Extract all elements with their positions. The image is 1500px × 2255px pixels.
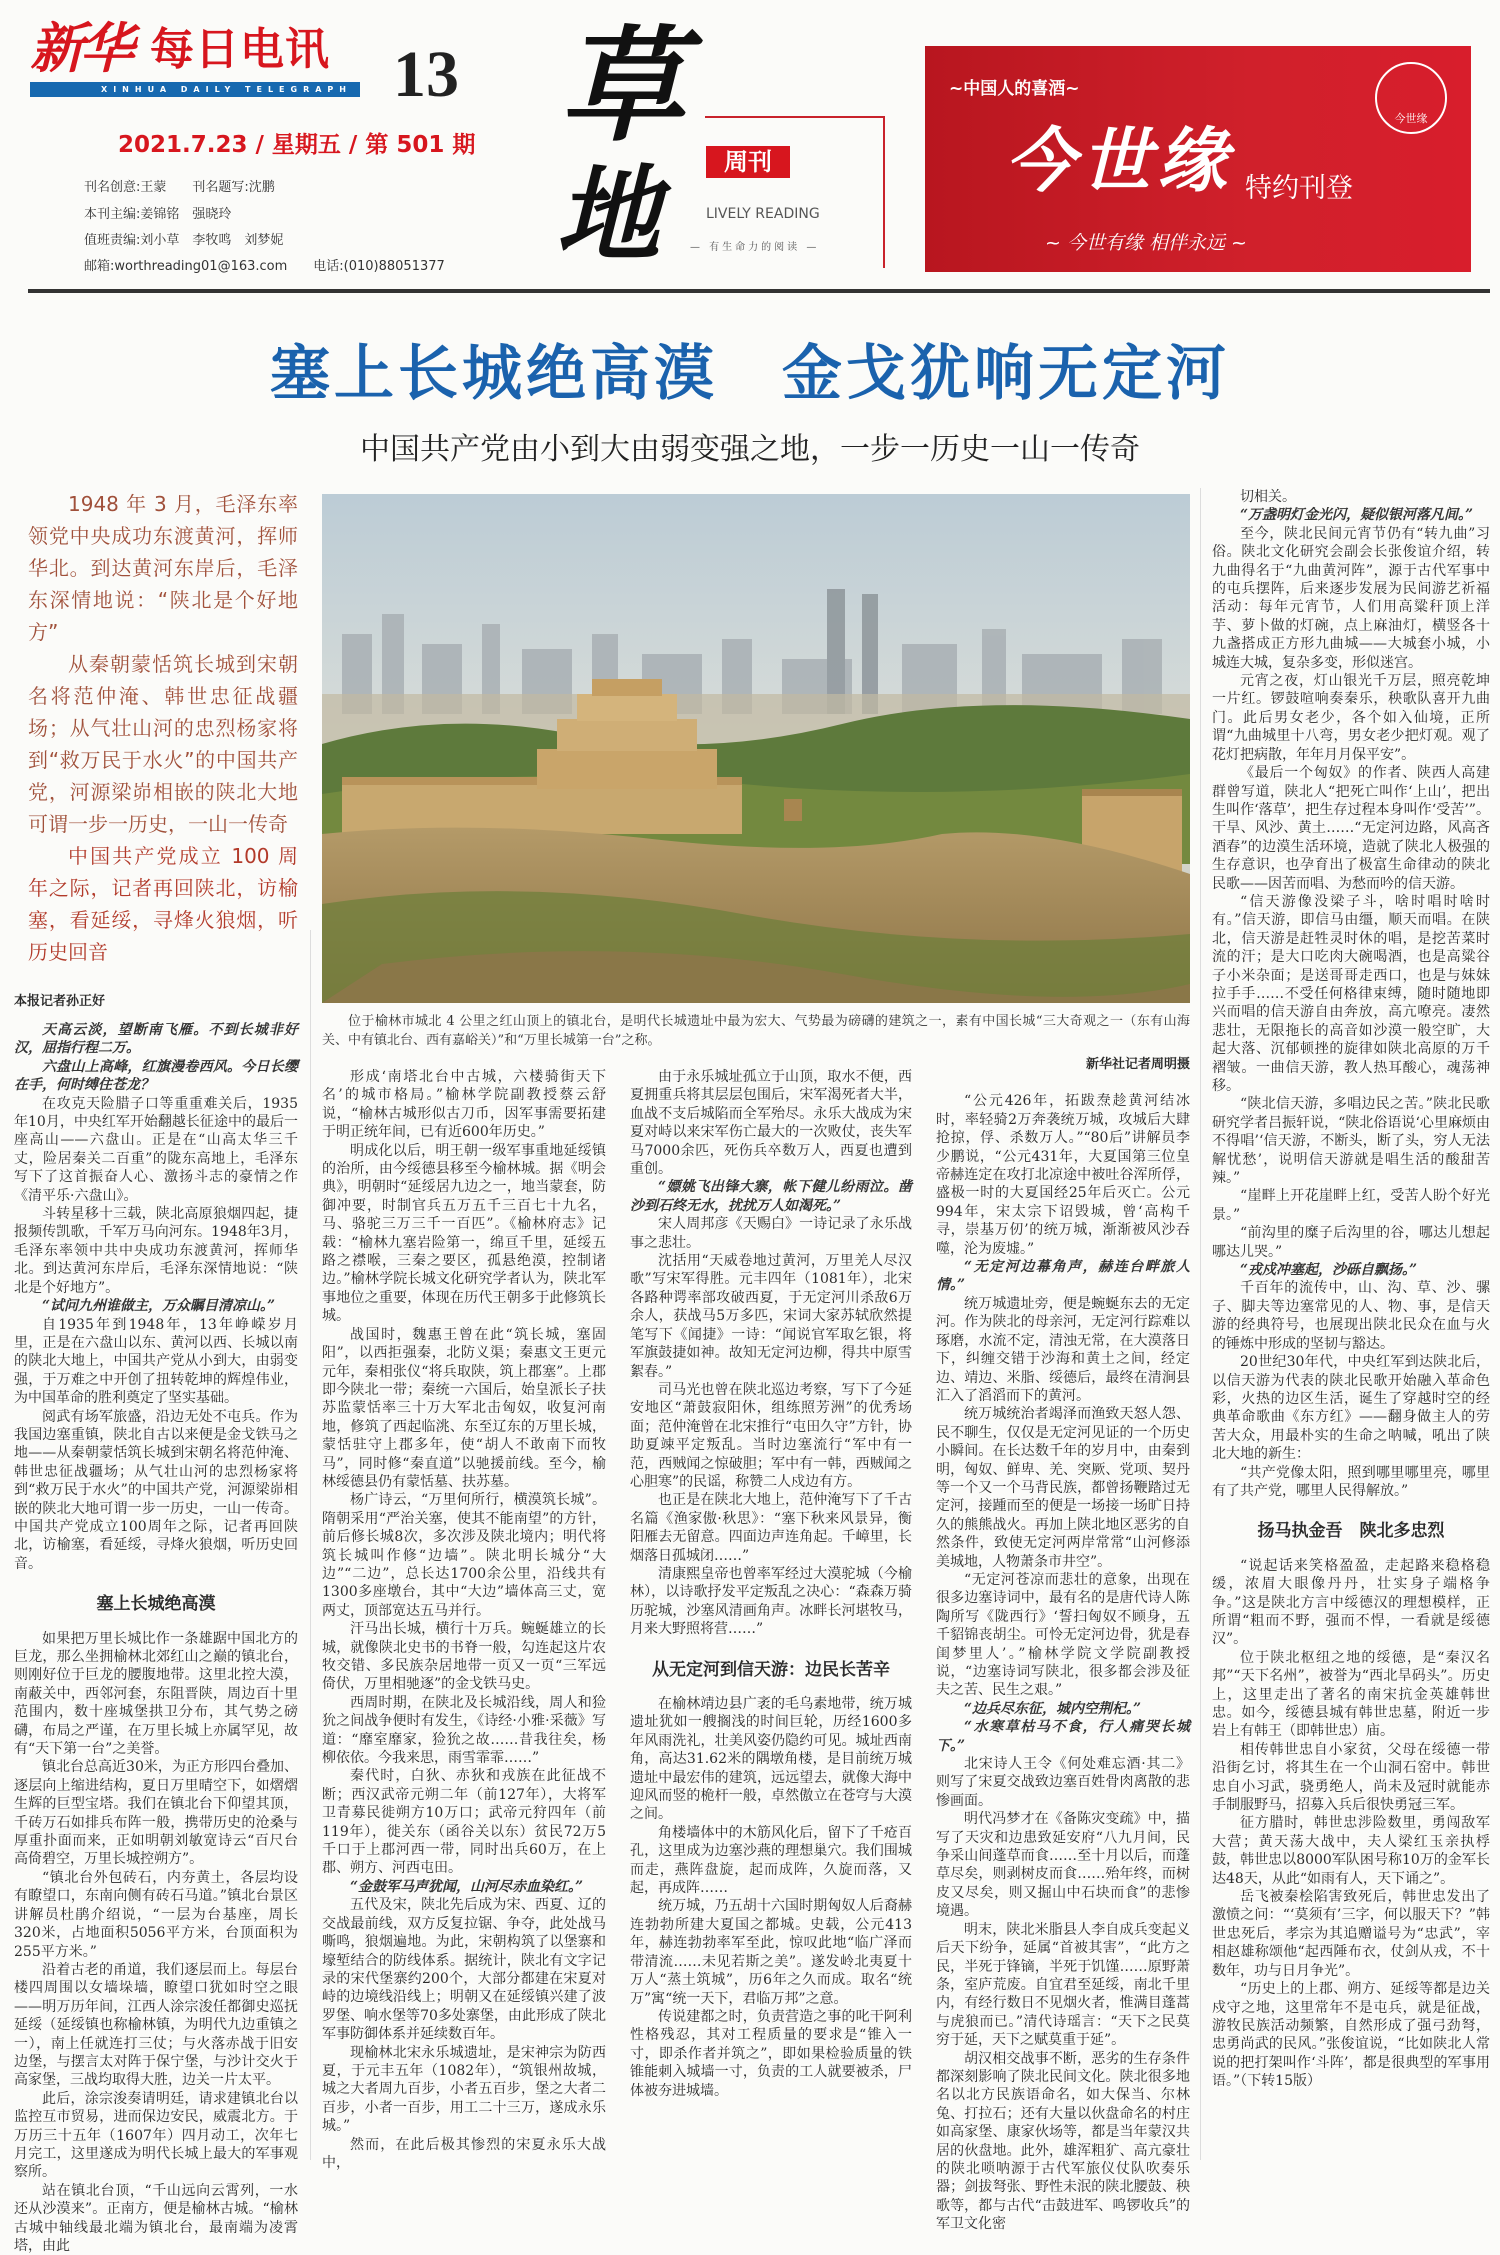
body-paragraph: 明成化以后，明王朝一级军事重地延绥镇的治所，由今绥德县移至今榆林城。据《明会典》，明朝时“延绥居九边之一，地当蒙套，防御冲要，时制官兵五万五千三百七十九名，马、骆驼三万三千一百匹”。《榆林府志》记载：“榆林九塞岩险第一，绵亘千里，延绥五路之襟喉，三秦之要区，孤悬绝漠，控制诸边。”榆林学院长城文化研究学者认为，陕北军事地位之重要，体现在历代王朝多于此修筑长城。 <box>322 1142 606 1325</box>
column-divider <box>310 930 311 2160</box>
issue-date: 2021.7.23 / 星期五 / 第 501 期 <box>118 132 476 158</box>
body-paragraph: 五代及宋，陕北先后成为宋、西夏、辽的交战最前线，双方反复拉锯、争夺，此处战马嘶鸣，狼烟遍地。为此，宋朝构筑了以堡寨和壕堑结合的防线体系。据统计，陕北有文字记录的宋代堡寨约200个，大部分都建在宋夏对峙的边境线沿线上；明朝又在延绥镇兴建了波罗堡、响水堡等70多处寨堡，由此形成了陕北军事防御体系并延续数百年。 <box>322 1897 606 2043</box>
body-paragraph: 由于永乐城址孤立于山顶，取水不便，西夏拥重兵将其层层包围后，宋军渴死者大半，血战不支后城陷而全军殆尽。永乐大战成为宋夏对峙以来宋军伤亡最大的一次败仗，丧失军马7000余匹，死伤兵卒数万人，西夏也遭到重创。 <box>630 1069 912 1178</box>
credit-line: 邮箱:worthreading01@163.com 电话:(010)88051377 <box>84 259 445 274</box>
section-calligraphy-cao: 草 <box>560 14 685 159</box>
body-paragraph: “共产党像太阳，照到哪里哪里亮，哪里有了共产党，哪里人民得解放。” <box>1212 1464 1490 1499</box>
masthead-logo-daily: 每日电讯 <box>150 24 330 75</box>
header-divider <box>28 289 1490 293</box>
body-paragraph: “说起话来笑格盈盈，走起路来稳格稳缓，浓眉大眼像丹丹，壮实身子端格争争。”这是陕北方言中绥德汉的理想模样，正所谓“粗而不野，强而不悍，一看就是绥德汉”。 <box>1212 1557 1490 1648</box>
credit-line: 本刊主编:姜锦铭 强晓玲 <box>84 207 232 222</box>
body-paragraph: “无定河苍凉而悲壮的意象，出现在很多边塞诗词中，最有名的是唐代诗人陈陶所写《陇西行》‘誓扫匈奴不顾身，五千貂锦丧胡尘。可怜无定河边骨，犹是春闺梦里人’。”榆林学院文学院副教授说，“边塞诗词写陕北，很多都会涉及征夫之苦、民生之艰。” <box>936 1571 1190 1699</box>
body-paragraph: 镇北台总高近30米，为正方形四台叠加、逐层向上缩进结构，夏日万里晴空下，如熠熠生辉的巨型宝塔。我们在镇北台下仰望其顶，千砖万石如排兵布阵一般，携带历史的沧桑与厚重扑面而来，正如明朝刘敏宽诗云“百尺台高倚碧空，万里长城控朔方”。 <box>14 1759 298 1868</box>
intro-paragraph: 从秦朝蒙恬筑长城到宋朝名将范仲淹、韩世忠征战疆场；从气壮山河的忠烈杨家将到“救万民于水火”的中国共产党，河源梁峁相嵌的陕北大地可谓一步一历史，一山一传奇 <box>28 652 298 836</box>
article-headline: 塞上长城绝高漠 金戈犹响无定河 <box>270 339 1230 409</box>
photo-credit: 新华社记者周明摄 <box>1085 1057 1190 1072</box>
body-paragraph: 此后，涂宗浚奏请明廷，请求建镇北台以监控互市贸易，进而保边安民，威震北方。于万历三十五年（1607年）四月动工，次年七月完工，这里遂成为明代长城上最大的军事观察所。 <box>14 2090 298 2181</box>
sponsor-ad-banner[interactable] <box>925 46 1471 272</box>
body-paragraph: 胡汉相交战事不断，恶劣的生存条件都深刻影响了陕北民间文化。陕北很多地名以北方民族语命名，如大保当、尔林兔、打拉石；还有大量以伙盘命名的村庄如高家堡、康家伙场等，都是当年蒙汉共居的伙盘地。此外，雄浑粗犷、高亢豪壮的陕北唢呐源于古代军旅仪仗队吹奏乐器；剑拔弩张、野性未泯的陕北腰鼓、秧歌等，都与古代“击鼓进军、鸣锣收兵”的军卫文化密 <box>936 2050 1190 2233</box>
quoted-verse: “戎戍冲塞起，沙砾自飘扬。” <box>1240 1262 1418 1279</box>
body-paragraph: “公元426年，拓跋焘趁黄河结冰时，率轻骑2万奔袭统万城，攻城后大肆抢掠，俘、杀数万人。”“80后”讲解员李少鹏说，“公元431年，大夏国第三位皇帝赫连定在攻打北凉途中被吐谷浑所俘，盛极一时的大夏国经25年后灭亡。公元994年，宋太宗下诏毁城，曾‘高构千寻，崇基万仞’的统万城，渐渐被风沙吞噬，沦为废墟。” <box>936 1093 1190 1257</box>
body-paragraph: 形成‘南塔北台中古城，六楼骑街天下名’的城市格局。”榆林学院副教授蔡云舒说，“榆林古城形似古刀币，因军事需要拓建于明正统年间，已有近600年历史。” <box>322 1069 606 1141</box>
body-paragraph: 切相关。 <box>1240 489 1296 505</box>
body-paragraph: “崖畔上开花崖畔上红，受苦人盼个好光景。” <box>1212 1188 1490 1223</box>
ad-slogan: ~ 今世有缘 相伴永远 ~ <box>1045 232 1247 254</box>
body-paragraph: 阅武有场军旅盛，沿边无处不屯兵。作为我国边塞重镇，陕北自古以来便是金戈铁马之地——从秦朝蒙恬筑长城到宋朝名将范仲淹、韩世忠征战疆场；从气壮山河的忠烈杨家将到“救万民于水火”的中国共产党，河源梁峁相嵌的陕北大地可谓一步一历史，一山一传奇。中国共产党成立100周年之际，记者再回陕北，访榆塞，看延绥，寻烽火狼烟，听历史回音。 <box>14 1408 298 1572</box>
body-paragraph: “历史上的上郡、朔方、延绥等都是边关戍守之地，这里常年不是屯兵，就是征战，游牧民族活动频繁，自然形成了强弓劲弩，忠勇尚武的民风。”张俊谊说，“比如陕北人常说的把打架叫作‘斗阵’，都是很典型的军事用语。”（下转15版） <box>1212 1981 1490 2090</box>
body-paragraph: 沿着古老的甬道，我们逐层而上。每层台楼四周围以女墙垛墙，瞭望口犹如时空之眼——明万历年间，江西人涂宗浚任都御史巡抚延绥（延绥镇也称榆林镇，为明代九边重镇之一），南上任就连打三仗；与火落赤战于旧安边堡，与摆言太对阵于保宁堡，与沙计交火于高家堡，三战均取得大胜，边关一片太平。 <box>14 1961 298 2089</box>
body-paragraph: 宋人周邦彦《天赐白》一诗记录了永乐战事之悲壮。 <box>630 1216 912 1251</box>
masthead-logo-english: XINHUA DAILY TELEGRAPH <box>30 82 360 97</box>
body-paragraph: 角楼墙体中的木筋风化后，留下了千疮百孔，这里成为边塞沙燕的理想巢穴。我们围城而走，燕阵盘旋，起而成阵，久旋而落，又起，再成阵…… <box>630 1824 912 1897</box>
ad-top-text: ~中国人的喜酒~ <box>949 79 1080 99</box>
article-subtitle: 中国共产党由小到大由弱变强之地，一步一历史一山一传奇 <box>360 432 1140 467</box>
photo-caption: 位于榆林市城北 4 公里之红山顶上的镇北台，是明代长城遗址中最为宏大、气势最为磅礴的建筑之一，素有中国长城“三大奇观之一（东有山海关、中有镇北台、西有嘉峪关）”和“万里长城第一台”之称。 <box>322 1014 1190 1048</box>
masthead-logo-xinhua: 新华 <box>30 16 130 80</box>
body-paragraph: 秦代时，白狄、赤狄和戎族在此征战不断；西汉武帝元朔二年（前127年），大将军卫青募民徙朔方10万口；武帝元狩四年（前119年），徙关东（函谷关以东）贫民72万5千口于上郡河西一带，同时出兵60万，在上郡、朔方、河西屯田。 <box>322 1768 606 1877</box>
body-paragraph: 统万城遗址旁，便是蜿蜒东去的无定河。作为陕北的母亲河，无定河行踪难以琢磨，水流不定，清浊无常，在大漠落日下，纠缠交错于沙海和黄土之间，经定边、靖边、米脂、绥德后，最终在清涧县汇入了滔滔而下的黄河。 <box>936 1295 1190 1404</box>
quoted-verse: “边兵尽东征，城内空荆杞。” <box>964 1700 1142 1717</box>
body-paragraph: 站在镇北台顶，“千山远向云霄列，一水还从沙漠来”。正南方，便是榆林古城。“榆林古城中轴线最北端为镇北台，最南端为凌霄塔，由此 <box>14 2182 298 2254</box>
credit-line: 值班责编:刘小草 李牧鸣 刘梦妮 <box>84 233 284 248</box>
article-column-left <box>14 1021 298 2254</box>
quoted-verse: “嫖姚飞出锋大寨，帐下健儿纷雨泣。凿沙到石终无水，扰扰万人如渴死。” <box>630 1179 912 1214</box>
body-paragraph: 明代冯梦才在《备陈灾变疏》中，描写了天灾和边患致延安府“八九月间，民争采山间蓬草而食……至十月以后，而蓬草尽矣，则剥树皮而食……殆年终，而树皮又尽矣，则又掘山中石块而食”的悲惨境遇。 <box>936 1811 1190 1920</box>
ad-special-text: 特约刊登 <box>1245 173 1353 204</box>
body-paragraph: 《最后一个匈奴》的作者、陕西人高建群曾写道，陕北人“把死亡叫作‘上山’，把出生叫作‘落草’，把生存过程本身叫作‘受苦’”。干旱、风沙、黄土……“无定河边路，风高吝酒春”的边漠生活环境，造就了陕北人极强的生存意识，也孕育出了极富生命律动的陕北民歌——因苦而唱、为愁而吟的信天游。 <box>1212 765 1490 892</box>
weekly-tagline: — 有生命力的阅读 — <box>690 242 820 253</box>
credit-line: 刊名创意:王蒙 刊名题写:沈鹏 <box>84 180 275 195</box>
body-paragraph: 统万城统治者竭泽而渔致天怒人怨、民不聊生，仅仅是无定河见证的一个历史小瞬间。在长达数千年的岁月中，由秦到明，匈奴、鲜卑、羌、突厥、党项、契丹等一个又一个马背民族，都曾扬鞭踏过无定河，接踵而至的便是一场接一场旷日持久的熊熊战火。再加上陕北地区恶劣的自然条件，致使无定河两岸常常“山河修添美城地，人物萧条市井空”。 <box>936 1406 1190 1570</box>
byline: 本报记者孙正好 <box>14 994 106 1009</box>
weekly-badge: 周刊 <box>706 146 790 178</box>
article-column-1 <box>322 1068 606 2171</box>
section-calligraphy-di: 地 <box>556 153 661 276</box>
body-paragraph: 征方腊时，韩世忠涉险数里，勇闯敌军大营；黄天荡大战中，夫人梁红玉亲执桴鼓，韩世忠以8000军队困号称10万的金军长达48天，从此“如雨有人，天下诵之”。 <box>1212 1815 1490 1887</box>
body-paragraph: 司马光也曾在陕北巡边考察，写下了今延安地区“萧鼓寂阳休，组练照芳洲”的优秀场面；范仲淹曾在北宋推行“屯田久守”方针，协助夏竦平定叛乱。当时边塞流行“军中有一范，西贼闻之惊破胆；军中有一韩，西贼闻之心胆寒”的民谣，称赞二人戍边有方。 <box>630 1381 912 1490</box>
body-paragraph: 清康熙皇帝也曾率军经过大漠驼城（今榆林），以诗歌抒发平定叛乱之决心：“森森万骑历驼城，沙塞风清画角声。冰畔长河堪牧马，月来大野照将营……” <box>630 1565 912 1638</box>
quoted-verse: “无定河边幕角声，赫连台畔旅人情。” <box>936 1259 1190 1294</box>
weekly-english-title: LIVELY READING <box>706 206 820 222</box>
section-subheading: 扬马执金吾 陕北多忠烈 <box>1257 1521 1445 1542</box>
body-paragraph: 如果把万里长城比作一条雄踞中国北方的巨龙，那么坐拥榆林北郊红山之巅的镇北台，则刚好位于巨龙的腰腹地带。这里北控大漠，南蔽关中，西邻河套，东阻晋陕，周边百十里范围内，数十座城堡拱卫分布，其气势之磅礴，布局之严谨，在万里长城上亦属罕见，故有“天下第一台”之美誉。 <box>14 1630 298 1758</box>
body-paragraph: 西周时期，在陕北及长城沿线，周人和猃狁之间战争便时有发生，《诗经·小雅·采薇》写道：“靡室靡家，猃狁之故……昔我往矣，杨柳依依。今我来思，雨雪霏霏……” <box>322 1694 606 1767</box>
body-paragraph: 在攻克天险腊子口等重重难关后，1935年10月，中央红军开始翻越长征途中的最后一座高山——六盘山。正是在“山高太华三千丈，险居秦关二百重”的陇东高地上，毛泽东写下了这首振奋人心、激扬斗志的豪情之作《清平乐·六盘山》。 <box>14 1095 298 1204</box>
body-paragraph: 明末，陕北米脂县人李自成兵变起义后天下纷争，延属“首被其害”，“此方之民，半死于锋镝，半死于饥馑……原野萧条，室庐荒废。自宜君至延绥，南北千里内，有经行数日不见烟火者，惟满目蓬蒿与虎狼而已。”清代诗瑶言：“天下之民莫穷于延，天下之赋莫重于延”。 <box>936 1921 1190 2049</box>
article-intro <box>28 488 298 968</box>
ad-brand: 今世缘 <box>1005 119 1233 202</box>
body-paragraph: 自1935年到1948年，13年峥嵘岁月里，正是在六盘山以东、黄河以西、长城以南的陕北大地上，中国共产党从小到大，由弱变强，于万难之中开创了扭转乾坤的辉煌伟业，为中国革命的胜利奠定了坚实基础。 <box>14 1316 298 1407</box>
left-article-stack <box>14 488 298 2254</box>
quoted-verse: “水寒草枯马不食，行人痛哭长城下。” <box>936 1719 1190 1754</box>
article-column-3 <box>936 1056 1190 2233</box>
body-paragraph: 在榆林靖边县广袤的毛乌素地带，统万城遗址犹如一艘搁浅的时间巨轮，历经1600多年风雨洗礼，壮美风姿仍隐约可见。城址西南角，高达31.62米的隅墩角楼，是目前统万城遗址中最宏伟的建筑，远远望去，就像大海中迎风而竖的桅杆一般，卓然傲立在苍穹与大漠之间。 <box>630 1696 912 1823</box>
body-paragraph: 至今，陕北民间元宵节仍有“转九曲”习俗。陕北文化研究会副会长张俊谊介绍，转九曲得名于“九曲黄河阵”，源于古代军事中的屯兵摆阵，后来逐步发展为民间游艺祈福活动：每年元宵节，人们用高粱秆顶上洋芋、萝卜做的灯碗，点上麻油灯，横竖各十九盏搭成正方形九曲城——大城套小城，小城连大城，复杂多变，形似迷宫。 <box>1212 525 1490 671</box>
quoted-verse: “金鼓军马声犹闻，山河尽赤血染红。” <box>350 1878 584 1895</box>
body-paragraph: 斗转星移十三载，陕北高原狼烟四起，捷报频传凯歌，千军万马向河东。1948年3月，毛泽东率领中共中央成功东渡黄河，挥师华北。到达黄河东岸后，毛泽东深情地说：“陕北是个好地方”。 <box>14 1206 298 1296</box>
body-paragraph: 位于陕北枢纽之地的绥德，是“秦汉名邦”“天下名州”，被誉为“西北旱码头”。历史上，这里走出了著名的南宋抗金英雄韩世忠。如今，绥德县城有韩世忠墓，附近一步岩上有韩王（即韩世忠）庙。 <box>1212 1649 1490 1740</box>
quoted-verse: “万盏明灯金光闪，疑似银河落凡间。” <box>1240 507 1474 524</box>
body-paragraph: “前沟里的糜子后沟里的谷，哪达儿想起哪达儿哭。” <box>1212 1225 1490 1260</box>
body-paragraph: 元宵之夜，灯山银光千万层，照亮乾坤一片红。锣鼓喧响奏秦乐，秧歌队喜开九曲门。此后男女老少，各个如入仙境，正所谓“九曲城里十八弯，男女老少把灯观。观了花灯把病散，年年月月保平安”。 <box>1212 673 1490 763</box>
body-paragraph: 沈括用“天威卷地过黄河，万里羌人尽汉歌”写宋军得胜。元丰四年（1081年），北宋各路种谔率部攻破西夏，于无定河川杀敌6万余人，获战马5万多匹，宋词大家苏轼欣然提笔写下《闻捷》一诗：“闻说官军取乞银，将军旗鼓捷如神。故知无定河边柳，得共中原雪絮春。” <box>630 1253 912 1380</box>
body-paragraph: 统万城，乃五胡十六国时期匈奴人后裔赫连勃勃所建大夏国之都城。史载，公元413年，赫连勃勃率军至此，惊叹此地“临广泽而带清流……未见若斯之美”。遂发岭北夷夏十万人“蒸土筑城”，历6年之久而成。取名“统万”寓“统一天下，君临万邦”之意。 <box>630 1898 912 2007</box>
intro-paragraph: 1948 年 3 月，毛泽东率领党中央成功东渡黄河，挥师华北。到达黄河东岸后，毛泽东深情地说：“陕北是个好地方” <box>28 492 298 644</box>
column-divider <box>1200 488 1201 2160</box>
article-column-2 <box>630 1068 912 2160</box>
body-paragraph: “信天游像没梁子斗，啥时唱时啥时有。”信天游，即信马由缰，顺天而唱。在陕北，信天游是赶牲灵时休的唱，是挖苦菜时流的汗；是大口吃肉大碗喝酒，也是高粱谷子小米杂面；是送哥哥走西口，也是与妹妹拉手手……不受任何格律束缚，随时随地即兴而唱的信天游自由奔放，高亢嘹亮。凄然悲壮，无限拖长的高音如沙漠一般空旷，大起大落、沉郁顿挫的旋律如陕北高原的万千褶皱。一曲信天游，教人热耳酸心，魂荡神移。 <box>1212 893 1490 1094</box>
photo-zhenbeitai <box>322 494 1190 1003</box>
body-paragraph: “陕北信天游，多唱边民之苦。”陕北民歌研究学者吕振轩说，“陕北俗语说‘心里麻烦由不得唱’‘信天游，不断头，断了头，穷人无法解忧愁’，说明信天游就是唱生活的酸甜苦辣。” <box>1212 1096 1490 1187</box>
body-paragraph: 20世纪30年代，中央红军到达陕北后，以信天游为代表的陕北民歌开始融入革命色彩，火热的边区生活，诞生了穿越时空的经典革命歌曲《东方红》——翻身做主人的劳苦大众，用最朴实的生命之呐喊，吼出了陕北大地的新生： <box>1212 1354 1490 1463</box>
body-paragraph: 汗马出长城，横行十万兵。蜿蜒雄立的长城，就像陕北史书的书脊一般，勾连起这片农牧交错、多民族杂居地带一页又一页“三军远倚伏，万里相驰逐”的金戈铁马史。 <box>322 1621 606 1693</box>
section-subheading: 塞上长城绝高漠 <box>96 1594 216 1615</box>
quoted-verse: “试问九州谁做主，万众瞩目清凉山。” <box>42 1298 276 1315</box>
quoted-verse: 六盘山上高峰，红旗漫卷西风。今日长缨在手，何时缚住苍龙？ <box>14 1058 298 1094</box>
brand-logo-icon: 今世缘 <box>1375 62 1447 134</box>
body-paragraph: 也正是在陕北大地上，范仲淹写下了千古名篇《渔家傲·秋思》：“塞下秋来风景异，衡阳雁去无留意。四面边声连角起。千嶂里，长烟落日孤城闭……” <box>630 1492 912 1564</box>
page-number: 13 <box>393 38 459 111</box>
body-paragraph: 传说建都之时，负责营造之事的叱干阿利性格残忍，其对工程质量的要求是“锥入一寸，即杀作者并筑之”，即如果检验质量的铁锥能刺入城墙一寸，负责的工人就要被杀，尸体被夯进城墙。 <box>630 2008 912 2099</box>
body-paragraph: 千百年的流传中，山、沟、草、沙、骡子、脚夫等边塞常见的人、物、事，是信天游的经典符号，也展现出陕北民众在血与火的锤炼中形成的坚韧与豁达。 <box>1212 1280 1490 1352</box>
body-paragraph: 现榆林北宋永乐城遗址，是宋神宗为防西夏，于元丰五年（1082年），“筑银州故城，城之大者周九百步，小者五百步，堡之大者二百步，小者一百步，用工二十三万，遂成永乐城。” <box>322 2044 606 2135</box>
body-paragraph: 相传韩世忠自小家贫，父母在绥德一带沿街乞讨，将其生在一个山洞石窑中。韩世忠自小习武，骁勇绝人，尚未及冠时就能赤手制服野马，招募入兵后很快勇冠三军。 <box>1212 1741 1490 1814</box>
body-paragraph: 战国时，魏惠王曾在此“筑长城，塞固阳”，以西拒强秦，北防义渠；秦惠文王更元元年，秦相张仪“将兵取陕，筑上郡塞”。上郡即今陕北一带；秦统一六国后，始皇派长子扶苏监蒙恬率三十万大军北击匈奴，收复河南地，修筑了西起临洮、东至辽东的万里长城，蒙恬驻守上郡多年，使“胡人不敢南下而牧马”，同时修“秦直道”以驰援前线。至今，榆林绥德县仍有蒙恬墓、扶苏墓。 <box>322 1326 606 1490</box>
body-paragraph: 岳飞被秦桧陷害致死后，韩世忠发出了激愤之问：“‘莫须有’三字，何以服天下？”韩世忠死后，孝宗为其追赠谥号为“忠武”，宰相赵雄称颂他“起西陲布衣，仗剑从戎，不十数年，功与日月争光”。 <box>1212 1889 1490 1979</box>
quoted-verse: 天高云淡，望断南飞雁。不到长城非好汉，屈指行程二万。 <box>14 1022 298 1057</box>
article-column-right <box>1212 488 1490 2160</box>
body-paragraph: “镇北台外包砖石，内夯黄土，各层均设有瞭望口，东南向侧有砖石马道。”镇北台景区讲解员杜鹃介绍说，“一层为台基座，周长320米，占地面积5056平方米，台顶面积为255平方米。” <box>14 1869 298 1960</box>
intro-paragraph: 中国共产党成立 100 周年之际，记者再回陕北，访榆塞，看延绥，寻烽火狼烟，听历史回音 <box>28 844 298 964</box>
body-paragraph: 杨广诗云，“万里何所行，横漠筑长城”。隋朝采用“严治关塞，使其不能南望”的方针，前后修长城8次，多次涉及陕北境内；明代将筑长城叫作修“边墙”。陕北明长城分“大边”“二边”，总长达1700余公里，沿线共有1300多座墩台，其中“大边”墙体高三丈，宽两丈，顶部宽达五马并行。 <box>322 1492 606 1619</box>
section-subheading: 从无定河到信天游：边民长苦辛 <box>652 1659 890 1680</box>
body-paragraph: 然而，在此后极其惨烈的宋夏永乐大战中， <box>322 2136 606 2171</box>
body-paragraph: 北宋诗人王令《何处难忘酒·其二》则写了宋夏交战致边塞百姓骨肉离散的悲惨画面。 <box>936 1756 1190 1809</box>
